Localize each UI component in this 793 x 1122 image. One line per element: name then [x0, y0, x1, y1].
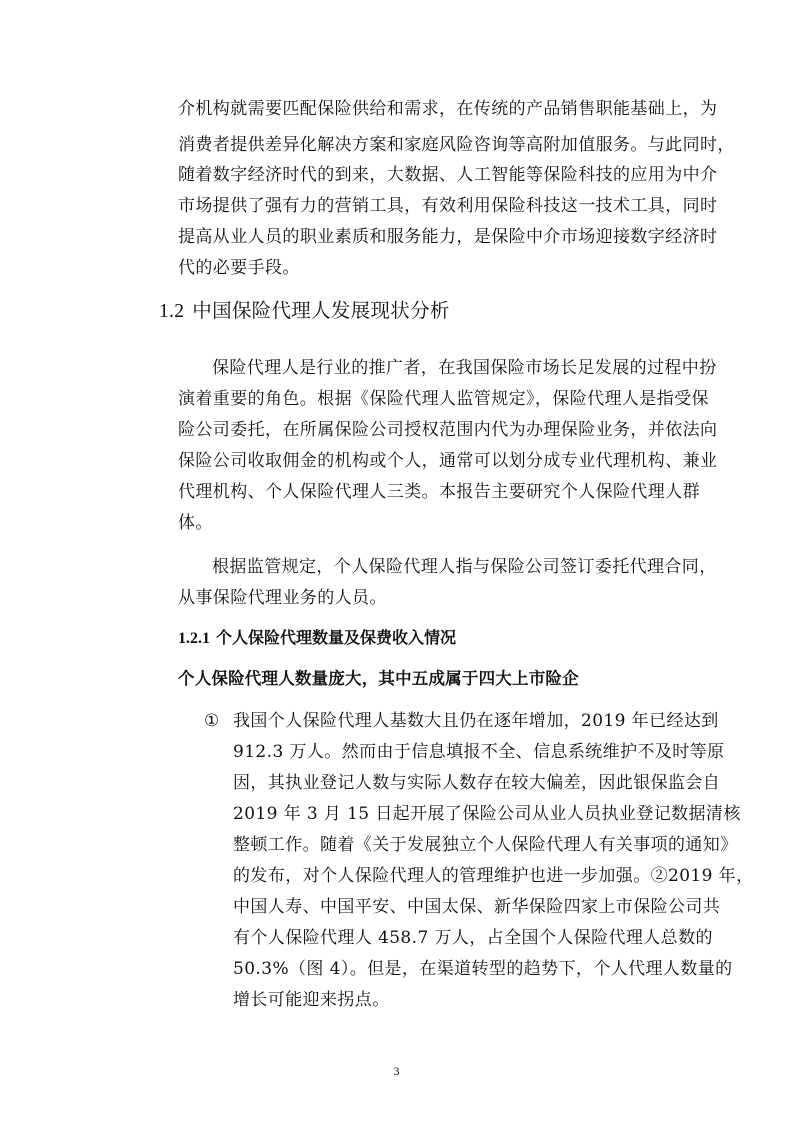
- text-line: 50.3%（图 4）。但是，在渠道转型的趋势下，个人代理人数量的: [233, 959, 733, 979]
- text-line: 提高从业人员的职业素质和服务能力，是保险中介市场迎接数字经济时: [178, 227, 718, 247]
- text-line: 演着重要的角色。根据《保险代理人监管规定》，保险代理人是指受保: [178, 389, 709, 409]
- text-line: 整顿工作。随着《关于发展独立个人保险代理人有关事项的通知》: [233, 835, 738, 855]
- text-line: 从事保险代理业务的人员。: [178, 588, 387, 608]
- section-title: 中国保险代理人发展现状分析: [192, 299, 450, 322]
- text-line: 增长可能迎来拐点。: [233, 990, 390, 1010]
- subsection-heading: [178, 627, 456, 650]
- text-line: 因，其执业登记人数与实际人数存在较大偏差，因此银保监会自: [233, 773, 721, 793]
- page-number: 3: [393, 1064, 400, 1078]
- subsection-number: 1.2.1: [178, 630, 210, 647]
- subsection-title: 个人保险代理数量及保费收入情况: [216, 628, 457, 647]
- section-number: 1.2: [159, 301, 185, 322]
- text-line: 随着数字经济时代的到来，大数据、人工智能等保险科技的应用为中介: [178, 165, 718, 185]
- finding-heading: 个人保险代理人数量庞大，其中五成属于四大上市险企: [178, 669, 579, 688]
- text-line: 保险代理人是行业的推广者，在我国保险市场长足发展的过程中扮: [212, 358, 717, 378]
- text-line: 有个人保险代理人 458.7 万人，占全国个人保险代理人总数的: [233, 928, 713, 948]
- text-line: 险公司委托，在所属保险公司授权范围内代为办理保险业务，并依法向: [178, 420, 718, 440]
- text-line: 根据监管规定，个人保险代理人指与保险公司签订委托代理合同，: [212, 557, 717, 577]
- text-line: 我国个人保险代理人基数大且仍在逐年增加，2019 年已经达到: [233, 711, 719, 731]
- section-heading: [159, 298, 450, 325]
- text-line: 代理机构、个人保险代理人三类。本报告主要研究个人保险代理人群: [178, 482, 700, 502]
- text-line: 保险公司收取佣金的机构或个人，通常可以划分成专业代理机构、兼业: [178, 451, 718, 471]
- text-line: 介机构就需要匹配保险供给和需求，在传统的产品销售职能基础上，为: [178, 99, 718, 119]
- text-line: 的发布，对个人保险代理人的管理维护也进一步加强。②2019 年，: [233, 866, 754, 886]
- list-marker: ①: [204, 711, 220, 731]
- text-line: 代的必要手段。: [178, 258, 300, 278]
- text-line: 消费者提供差异化解决方案和家庭风险咨询等高附加值服务。与此同时，: [178, 135, 735, 155]
- text-line: 中国人寿、中国平安、中国太保、新华保险四家上市保险公司共: [233, 897, 721, 917]
- text-line: 2019 年 3 月 15 日起开展了保险公司从业人员执业登记数据清核: [233, 804, 741, 824]
- text-line: 912.3 万人。然而由于信息填报不全、信息系统维护不及时等原: [233, 742, 725, 762]
- text-line: 体。: [178, 513, 213, 533]
- text-line: 市场提供了强有力的营销工具，有效利用保险科技这一技术工具，同时: [178, 196, 718, 216]
